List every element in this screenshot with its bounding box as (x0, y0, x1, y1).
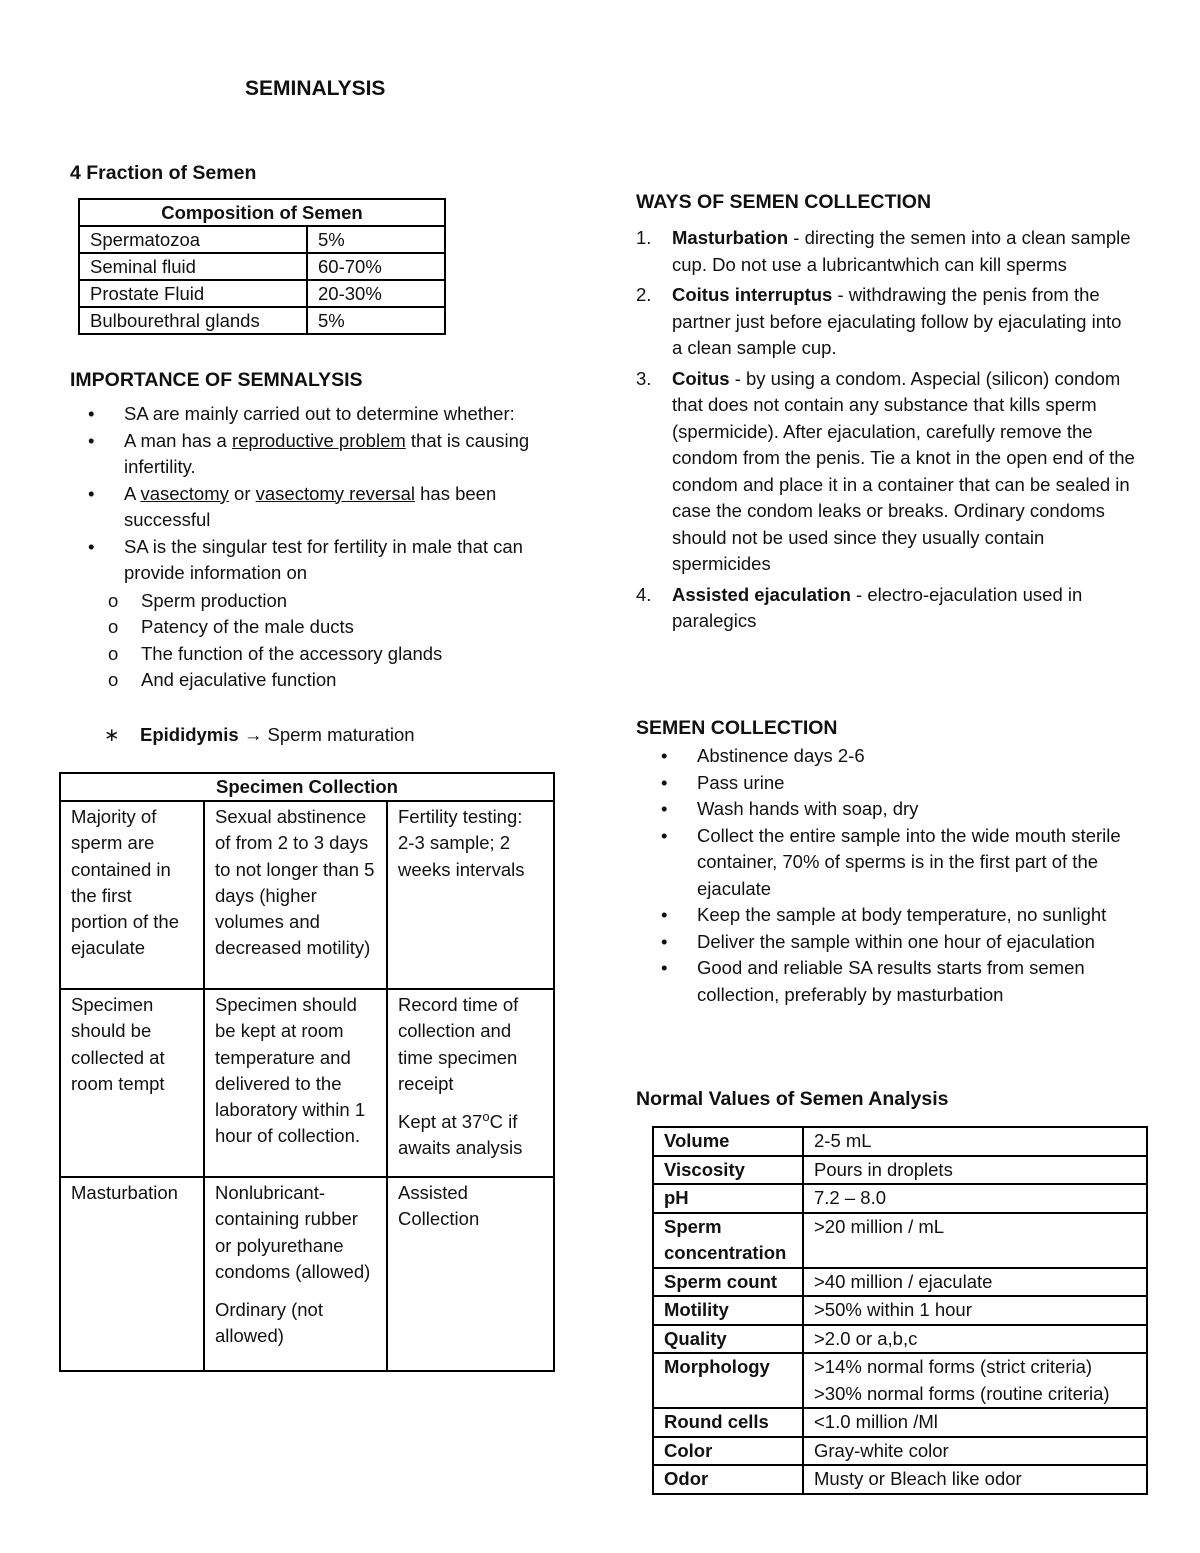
table-row (653, 1465, 1147, 1494)
specimen-table-title: Specimen Collection (60, 773, 554, 801)
table-row (653, 1408, 1147, 1437)
list-item: • Wash hands with soap, dry (606, 796, 1136, 823)
bullet-icon: • (88, 403, 95, 424)
table-cell: Specimen should be collected at room tempt (60, 989, 204, 1177)
asterisk-icon: ∗ (104, 724, 120, 745)
table-cell: Pours in droplets (803, 1156, 1147, 1185)
table-cell: Seminal fluid (79, 253, 307, 280)
table-cell: Round cells (653, 1408, 803, 1437)
table-cell: 20-30% (307, 280, 445, 307)
page-title: SEMINALYSIS (245, 77, 386, 100)
epididymis-note: ∗ Epididymis → Sperm maturation (104, 722, 415, 749)
table-cell: 60-70% (307, 253, 445, 280)
bullet-icon: • (88, 429, 95, 451)
table-row (653, 1213, 1147, 1268)
table-cell: 5% (307, 226, 445, 253)
table-cell: 2-5 mL (803, 1127, 1147, 1156)
circle-bullet-icon: o (108, 642, 119, 664)
table-cell: 7.2 – 8.0 (803, 1184, 1147, 1213)
list-item: • Good and reliable SA results starts from semen collection, preferably by masturbation (661, 957, 1085, 1005)
circle-bullet-icon: o (108, 669, 119, 690)
table-cell: Motility (653, 1296, 803, 1325)
table-cell: Color (653, 1437, 803, 1466)
list-item: 2. Coitus interruptus - withdrawing the penis from the partner just before ejaculating follow by ejaculating into a clean sample cup. (636, 284, 1122, 358)
importance-heading: IMPORTANCE OF SEMNALYSIS (70, 369, 363, 391)
table-row (60, 1177, 554, 1371)
table-row (60, 801, 554, 989)
table-cell: Odor (653, 1465, 803, 1494)
composition-table-title: Composition of Semen (79, 199, 445, 226)
arrow-right-icon: → (243, 724, 263, 745)
table-cell: Morphology (653, 1353, 803, 1408)
collection-heading: SEMEN COLLECTION (636, 717, 838, 739)
table-cell: Volume (653, 1127, 803, 1156)
table-cell: Prostate Fluid (79, 280, 307, 307)
list-item: 1. Masturbation - directing the semen into a clean sample cup. Do not use a lubricantwhich can kill sperms (636, 227, 1131, 275)
list-item: 3. Coitus - by using a condom. Aspecial (silicon) condom that does not contain any substance that kills sperm (spermicide). After ejaculation, carefully remove the condom from the penis. Tie a knot in the open end of the condom and place it in a container that can be sealed in case the condom leaks or breaks. Ordinary condoms should not be used since they usually contain spermicides (636, 367, 1135, 574)
table-cell: Sperm count (653, 1268, 803, 1297)
table-cell: Record time of collection and time specimen receipt Kept at 37$^o$C if awaits analysis (387, 989, 554, 1177)
table-cell: Sperm concentration (653, 1213, 803, 1268)
table-row (79, 280, 445, 307)
bullet-icon: • (661, 798, 668, 819)
bullet-icon: • (661, 904, 668, 925)
ways-list (636, 225, 1136, 639)
table-cell: Assisted Collection (387, 1177, 554, 1371)
table-row (653, 1127, 1147, 1156)
table-cell: >2.0 or a,b,c (803, 1325, 1147, 1354)
collection-list (606, 743, 1136, 1008)
table-cell: Viscosity (653, 1156, 803, 1185)
bullet-icon: • (661, 957, 668, 978)
table-row (653, 1268, 1147, 1297)
table-cell: Specimen should be kept at room temperature and delivered to the laboratory within 1 hour of collection. (204, 989, 387, 1177)
list-item: • SA are mainly carried out to determine whether: (70, 401, 570, 428)
list-item: • Abstinence days 2-6 (606, 743, 1136, 770)
list-item: • Pass urine (606, 770, 1136, 797)
table-row (60, 989, 554, 1177)
ways-heading: WAYS OF SEMEN COLLECTION (636, 191, 932, 213)
table-cell: >20 million / mL (803, 1213, 1147, 1268)
table-cell: Spermatozoa (79, 226, 307, 253)
table-row (79, 307, 445, 334)
table-cell: 5% (307, 307, 445, 334)
table-cell: Gray-white color (803, 1437, 1147, 1466)
table-row (653, 1296, 1147, 1325)
specimen-table (59, 772, 555, 1372)
list-item: o The function of the accessory glands (16, 641, 570, 668)
list-item: o And ejaculative function (16, 667, 570, 694)
bullet-icon: • (661, 930, 668, 952)
table-cell: Nonlubricant-containing rubber or polyurethane condoms (allowed) Ordinary (not allowed) (204, 1177, 387, 1371)
list-item: • Collect the entire sample into the wide mouth sterile container, 70% of sperms is in the first part of the ejaculate (661, 824, 1121, 899)
list-item: • SA is the singular test for fertility in male that can provide information on (88, 535, 523, 583)
table-cell: Majority of sperm are contained in the first portion of the ejaculate (60, 801, 204, 989)
table-row (653, 1184, 1147, 1213)
table-row (653, 1325, 1147, 1354)
circle-bullet-icon: o (108, 589, 119, 611)
list-item: • A man has a reproductive problem that is causing infertility. (88, 429, 530, 477)
bullet-icon: • (661, 771, 668, 793)
table-cell: Quality (653, 1325, 803, 1354)
bullet-icon: • (661, 745, 668, 766)
list-item: • Deliver the sample within one hour of ejaculation (606, 929, 1136, 956)
list-item: • Keep the sample at body temperature, no sunlight (606, 902, 1136, 929)
table-cell: Fertility testing: 2-3 sample; 2 weeks intervals (387, 801, 554, 989)
normal-values-table (652, 1126, 1148, 1495)
list-item: • A vasectomy or vasectomy reversal has been successful (88, 482, 497, 530)
table-cell: Musty or Bleach like odor (803, 1465, 1147, 1494)
importance-list (70, 401, 570, 694)
table-row (79, 226, 445, 253)
table-row (653, 1437, 1147, 1466)
list-item: 4. Assisted ejaculation - electro-ejaculation used in paralegics (636, 583, 1083, 631)
list-item: o Patency of the male ducts (16, 614, 570, 641)
normal-values-heading: Normal Values of Semen Analysis (636, 1088, 949, 1110)
table-row (653, 1156, 1147, 1185)
table-cell: <1.0 million /Ml (803, 1408, 1147, 1437)
table-cell: >40 million / ejaculate (803, 1268, 1147, 1297)
table-cell: pH (653, 1184, 803, 1213)
list-item: o Sperm production (16, 588, 570, 615)
composition-table (78, 198, 446, 335)
bullet-icon: • (88, 535, 95, 557)
table-row (79, 253, 445, 280)
table-cell: >14% normal forms (strict criteria) >30% normal forms (routine criteria) (803, 1353, 1147, 1408)
table-cell: Masturbation (60, 1177, 204, 1371)
table-row (653, 1353, 1147, 1408)
table-cell: >50% within 1 hour (803, 1296, 1147, 1325)
bullet-icon: • (661, 824, 668, 846)
fraction-heading: 4 Fraction of Semen (70, 162, 257, 184)
table-cell: Bulbourethral glands (79, 307, 307, 334)
circle-bullet-icon: o (108, 616, 119, 637)
bullet-icon: • (88, 482, 95, 504)
table-cell: Sexual abstinence of from 2 to 3 days to not longer than 5 days (higher volumes and decreased motility) (204, 801, 387, 989)
